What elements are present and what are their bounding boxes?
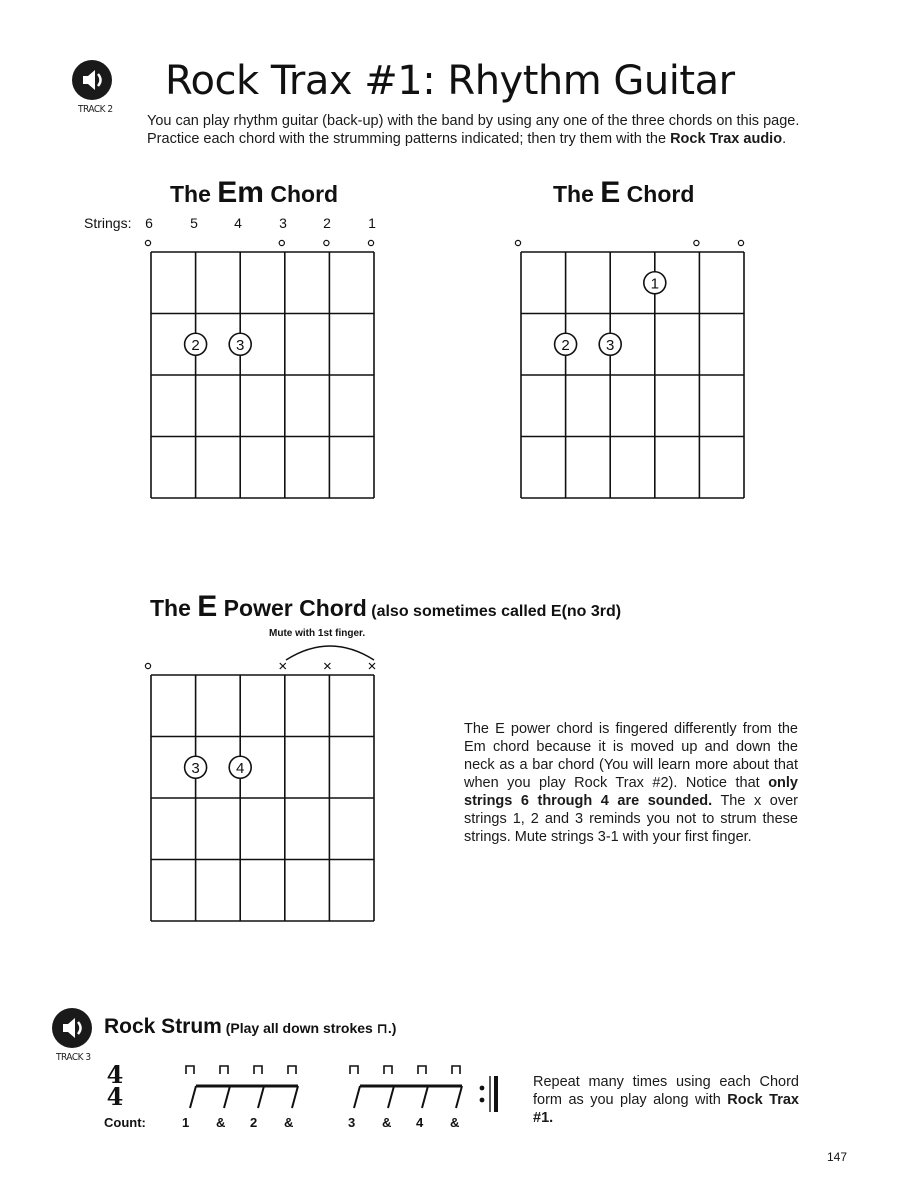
- count-beat: &: [284, 1115, 294, 1130]
- time-signature-top: 4: [106, 1060, 124, 1089]
- page-title: Rock Trax #1: Rhythm Guitar: [165, 58, 735, 104]
- open-string-marker: [145, 663, 150, 668]
- strings-label: Strings:: [84, 215, 132, 231]
- string-number: 4: [234, 215, 242, 231]
- string-number: 1: [368, 215, 376, 231]
- open-string-marker: [145, 240, 150, 245]
- finger-number: 3: [606, 336, 615, 354]
- finger-number: 4: [236, 759, 245, 777]
- down-stroke-icon: [418, 1066, 426, 1074]
- speaker-icon: [72, 60, 112, 100]
- barline-thick: [494, 1076, 498, 1112]
- e-chord-title: The E Chord: [553, 176, 695, 209]
- strum-slash: [354, 1086, 360, 1108]
- repeat-dot: [480, 1098, 485, 1103]
- down-stroke-icon: [452, 1066, 460, 1074]
- count-beat: 1: [182, 1115, 190, 1130]
- strum-slash: [292, 1086, 298, 1108]
- track-label: TRACK 2: [78, 104, 113, 115]
- count-beat: &: [216, 1115, 226, 1130]
- open-string-marker: [515, 240, 520, 245]
- down-stroke-icon: [220, 1066, 228, 1074]
- time-signature: [104, 1060, 126, 1111]
- muted-string-marker: [324, 663, 330, 669]
- open-string-marker: [694, 240, 699, 245]
- e-chord-diagram: [510, 232, 760, 507]
- em-chord-diagram: [140, 232, 390, 507]
- page-number: 147: [827, 1150, 848, 1164]
- e-power-chord-diagram: [140, 655, 390, 930]
- strum-rhythm-notation: [170, 1058, 510, 1118]
- down-stroke-icon: [186, 1066, 194, 1074]
- count-row: [170, 1115, 470, 1133]
- open-string-marker: [324, 240, 329, 245]
- strum-slash: [224, 1086, 230, 1108]
- string-number: 3: [279, 215, 287, 231]
- rock-strum-title: Rock Strum (Play all down strokes ⊓.): [104, 1015, 397, 1038]
- strum-slash: [456, 1086, 462, 1108]
- finger-number: 2: [561, 336, 570, 354]
- string-number: 6: [145, 215, 153, 231]
- open-string-marker: [368, 240, 373, 245]
- count-beat: 2: [250, 1115, 258, 1130]
- string-number: 5: [190, 215, 198, 231]
- muted-string-marker: [369, 663, 375, 669]
- count-label: Count:: [104, 1115, 146, 1130]
- track-label: TRACK 3: [56, 1052, 91, 1063]
- strum-slash: [388, 1086, 394, 1108]
- finger-number: 3: [236, 336, 245, 354]
- finger-number: 1: [650, 275, 659, 293]
- strum-slash: [258, 1086, 264, 1108]
- string-number: 2: [323, 215, 331, 231]
- open-string-marker: [738, 240, 743, 245]
- mute-label: Mute with 1st finger.: [269, 628, 366, 639]
- down-stroke-icon: [288, 1066, 296, 1074]
- count-beat: 3: [348, 1115, 356, 1130]
- repeat-instructions: Repeat many times using each Chord form as you play along with Rock Trax #1.: [533, 1074, 799, 1126]
- strum-slash: [190, 1086, 196, 1108]
- count-beat: 4: [416, 1115, 424, 1130]
- speaker-icon: [52, 1008, 92, 1048]
- down-stroke-icon: [384, 1066, 392, 1074]
- muted-string-marker: [280, 663, 286, 669]
- em-chord-title: The Em Chord: [170, 176, 339, 209]
- down-stroke-icon: [254, 1066, 262, 1074]
- count-beat: &: [450, 1115, 460, 1130]
- e-power-chord-title: The E Power Chord (also sometimes called E(no 3rd): [150, 590, 622, 623]
- open-string-marker: [279, 240, 284, 245]
- down-stroke-icon: [350, 1066, 358, 1074]
- finger-number: 3: [191, 759, 200, 777]
- strum-slash: [422, 1086, 428, 1108]
- time-signature-bottom: 4: [106, 1082, 124, 1111]
- finger-number: 2: [191, 336, 200, 354]
- intro-paragraph: You can play rhythm guitar (back-up) with the band by using any one of the three chords on this page. Practice each chord with the strumming patterns indicated; then try them with the Rock Trax audio.: [147, 113, 800, 147]
- count-beat: &: [382, 1115, 392, 1130]
- repeat-dot: [480, 1086, 485, 1091]
- power-chord-description: The E power chord is fingered differently from the Em chord because it is moved up and down the neck as a bar chord (You will learn more about that when you play Rock Trax #2). Notice that only strings 6 through 4 are sounded. The x over strings 1, 2 and 3 reminds you not to strum these strings. Mute strings 3-1 with your first finger.: [464, 721, 798, 845]
